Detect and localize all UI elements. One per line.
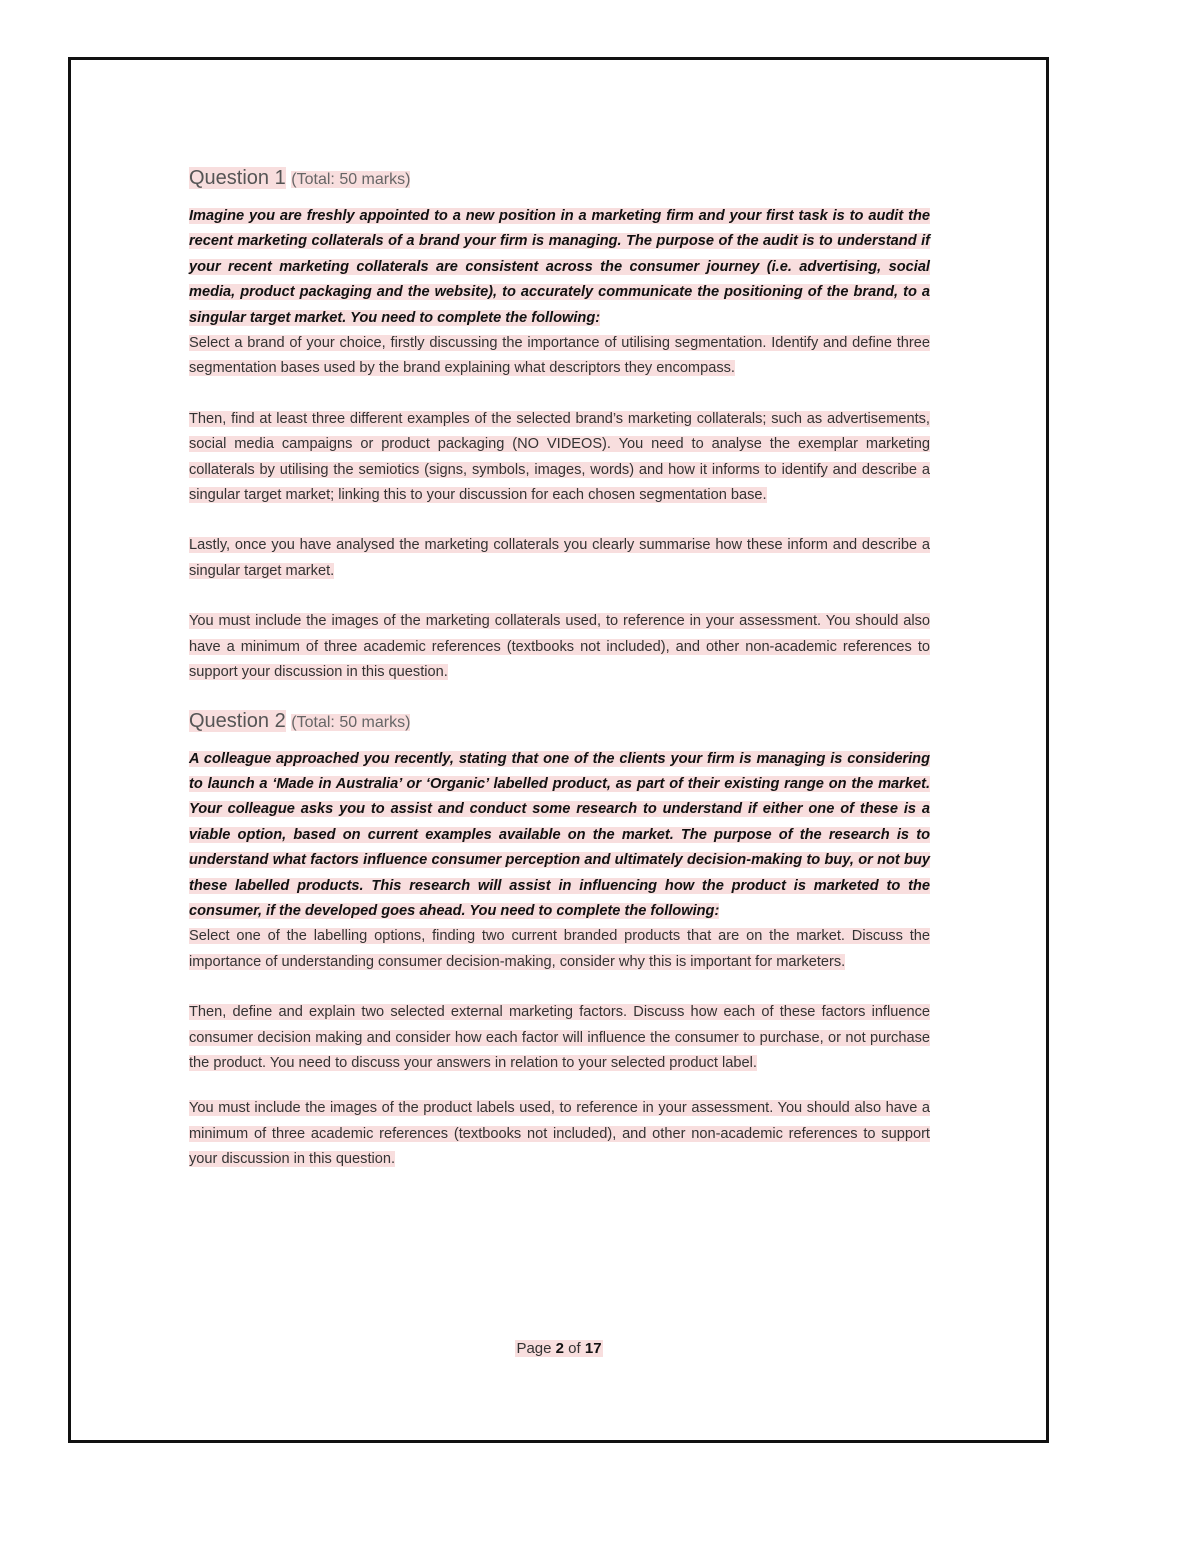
question-1-paragraph-1: Select a brand of your choice, firstly discussing the importance of utilising segmentation. Identify and define three segmentation bases used by the brand explaining what descriptors they encompass. — [189, 335, 930, 377]
document-body — [189, 163, 930, 1173]
question-2-paragraph-3: You must include the images of the product labels used, to reference in your assessment. You should also have a minimum of three academic references (textbooks not included), and other non-academic references to support your discussion in this question. — [189, 1100, 930, 1168]
question-2-title: Question 2 — [189, 709, 286, 732]
question-1-paragraph-4: You must include the images of the marketing collaterals used, to reference in your assessment. You should also have a minimum of three academic references (textbooks not included), and other non-academic references to support your discussion in this question. — [189, 613, 930, 681]
question-1-heading — [189, 163, 930, 195]
question-1-paragraph-2: Then, find at least three different examples of the selected brand’s marketing collaterals; such as advertisements, social media campaigns or product packaging (NO VIDEOS). You need to analyse the exemplar marketing collaterals by utilising the semiotics (signs, symbols, images, words) and how it informs to identify and describe a singular target market; linking this to your discussion for each chosen segmentation base. — [189, 410, 930, 504]
question-2-marks: (Total: 50 marks) — [291, 713, 411, 731]
question-2-paragraph-1: Select one of the labelling options, finding two current branded products that are on the market. Discuss the importance of understanding consumer decision-making, consider why this is important for marketers. — [189, 928, 930, 970]
question-2-paragraph-2: Then, define and explain two selected external marketing factors. Discuss how each of these factors influence consumer decision making and consider how each factor will influence the consumer to purchase, or not purchase the product. You need to discuss your answers in relation to your selected product label. — [189, 1004, 930, 1071]
question-1-paragraph-3: Lastly, once you have analysed the marketing collaterals you clearly summarise how these inform and describe a singular target market. — [189, 537, 930, 579]
question-1-intro: Imagine you are freshly appointed to a new position in a marketing firm and your first task is to audit the recent marketing collaterals of a brand your firm is managing. The purpose of the audit is to understand if your recent marketing collaterals are consistent across the consumer journey (i.e. advertising, social media, product packaging and the website), to accurately communicate the positioning of the brand, to a singular target market. You need to complete the following: — [189, 208, 930, 326]
question-2-intro: A colleague approached you recently, stating that one of the clients your firm is managing is considering to launch a ‘Made in Australia’ or ‘Organic’ labelled product, as part of their existing range on the market. Your colleague asks you to assist and conduct some research to understand if either one of these is a viable option, based on current examples available on the market. The purpose of the research is to understand what factors influence consumer perception and ultimately decision-making to buy, or not buy these labelled products. This research will assist in influencing how the product is marketed to the consumer, if the developed goes ahead. You need to complete the following: — [189, 750, 930, 919]
page-footer — [0, 1337, 1118, 1361]
question-1-marks: (Total: 50 marks) — [291, 171, 411, 188]
question-1-title: Question 1 — [189, 167, 286, 189]
question-2-heading — [189, 706, 930, 738]
page-number: Page 2 of 17 — [516, 1340, 602, 1357]
